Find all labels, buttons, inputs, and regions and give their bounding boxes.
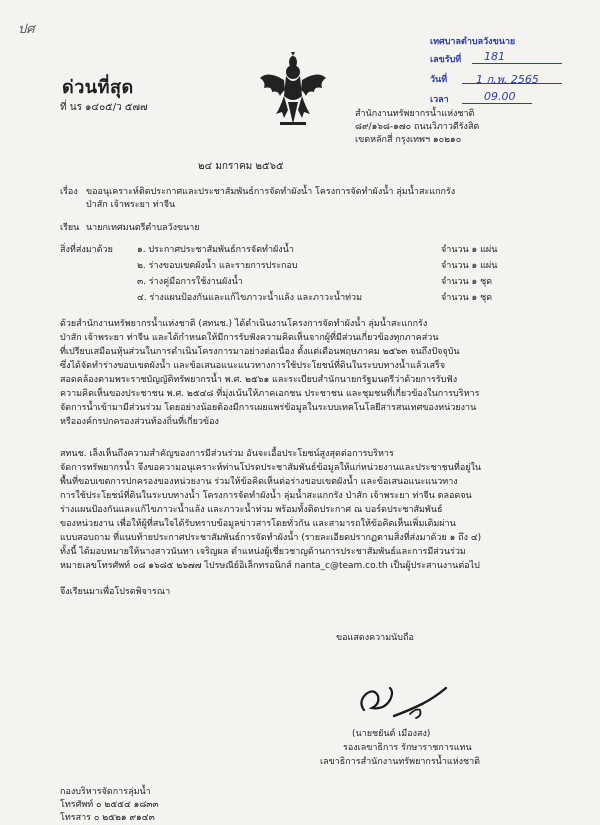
subject-label: เรื่อง xyxy=(60,187,78,197)
enclosure-item: ๔. ร่างแผนป้องกันและแก้ไขภาวะน้ำแล้ง และภาวะน้ำท่วม xyxy=(137,293,363,303)
subject-line: ป่าสัก เจ้าพระยา ท่าจีน xyxy=(86,200,176,210)
handwritten-signature-icon xyxy=(350,680,460,725)
enclosure-item: ๓. ร่างคู่มือการใช้งานผังน้ำ xyxy=(137,277,243,287)
signer-name: (นายชยันต์ เมืองสง) xyxy=(352,729,431,739)
stamp-time-label: เวลา xyxy=(430,95,449,105)
body-paragraph-line: ที่เปรียบเสมือนหุ้นส่วนในการดำเนินโครงการมาอย่างต่อเนื่อง ตั้งแต่เดือนพฤษภาคม ๒๕๖๓ จนถึงปัจจุบัน xyxy=(60,347,460,357)
body-paragraph-line: ป่าสัก เจ้าพระยา ท่าจีน และได้กำหนดให้มีการรับฟังความคิดเห็นจากผู้ที่มีส่วนเกี่ยวข้องทุกภาคส่วน xyxy=(60,333,439,343)
enclosures-label: สิ่งที่ส่งมาด้วย xyxy=(60,245,113,255)
stamp-received-no-label: เลขรับที่ xyxy=(430,55,462,65)
body-paragraph-line: ทั้งนี้ ได้มอบหมายให้นางสาวนันทา เจริญผล ตำแหน่งผู้เชี่ยวชาญด้านการประชาสัมพันธ์และการมีส่วนร่วม xyxy=(60,547,466,557)
body-paragraph-line: ด้วยสำนักงานทรัพยากรน้ำแห่งชาติ (สทนช.) ได้ดำเนินงานโครงการจัดทำผังน้ำ ลุ่มน้ำสะแกกรัง xyxy=(60,319,428,329)
document-number: ที่ นร ๑๔๐๕/ว ๕๗๗ xyxy=(60,102,148,113)
body-paragraph-line: หรือองค์กรปกครองส่วนท้องถิ่นที่เกี่ยวข้อง xyxy=(60,417,219,427)
body-paragraph-line: ซึ่งได้จัดทำร่างขอบเขตผังน้ำ และข้อเสนอแนะแนวทางการใช้ประโยชน์ที่ดินในระบบทางน้ำแล้วเสร็จ xyxy=(60,361,446,371)
body-paragraph-line: การใช้ประโยชน์ที่ดินในระบบทางน้ำ โครงการจัดทำผังน้ำ ลุ่มน้ำสะแกกรัง ป่าสัก เจ้าพระยา ท่าจีน ตลอดจน xyxy=(60,491,472,501)
urgency-label: ด่วนที่สุด xyxy=(62,77,134,98)
marginal-handwritten-note: ปศ xyxy=(18,22,35,37)
footer-division: กองบริหารจัดการลุ่มน้ำ xyxy=(60,787,151,797)
stamp-time: 09.00 xyxy=(484,90,516,103)
footer-phone: โทรศัพท์ ๐ ๒๕๕๔ ๑๘๓๓ xyxy=(60,800,159,810)
body-paragraph-line: แบบสอบถาม ที่แนบท้ายประกาศประชาสัมพันธ์การจัดทำผังน้ำ (รายละเอียดปรากฏตามสิ่งที่ส่งมาด้วย ๑ ถึง ๔) xyxy=(60,533,482,543)
body-paragraph-line: สทนช. เล็งเห็นถึงความสำคัญของการมีส่วนร่วม อันจะเอื้อประโยชน์สูงสุดต่อการบริหาร xyxy=(60,449,394,459)
body-paragraph-line: จัดการทรัพยากรน้ำ จึงขอความอนุเคราะห์ท่านโปรดประชาสัมพันธ์ข้อมูลให้แก่หน่วยงานและประชาชนที่อยู่ใน xyxy=(60,463,482,473)
enclosure-item: ๒. ร่างขอบเขตผังน้ำ และรายการประกอบ xyxy=(137,261,298,271)
body-paragraph-line: สอดคล้องตามพระราชบัญญัติทรัพยากรน้ำ พ.ศ. ๒๕๖๑ และระเบียบสำนักนายกรัฐมนตรีว่าด้วยการรับฟัง xyxy=(60,375,458,385)
signer-title: เลขาธิการสำนักงานทรัพยากรน้ำแห่งชาติ xyxy=(320,757,481,767)
closing-line: ขอแสดงความนับถือ xyxy=(336,633,414,643)
request-line: จึงเรียนมาเพื่อโปรดพิจารณา xyxy=(60,587,171,597)
body-paragraph-line: ความคิดเห็นของประชาชน พ.ศ. ๒๕๔๘ ที่มุ่งเน้นให้ภาคเอกชน ประชาชน และชุมชนที่เกี่ยวข้องในการบริหาร xyxy=(60,389,480,399)
stamp-org: เทศบาลตำบลวังขนาย xyxy=(430,37,516,47)
enclosure-qty: จำนวน ๑ ชุด xyxy=(441,277,493,287)
garuda-emblem-icon xyxy=(258,52,328,128)
body-paragraph-line: จัดการน้ำเข้ามามีส่วนร่วม โดยอย่างน้อยต้องมีการเผยแพร่ข้อมูลในระบบเทคโนโลยีสารสนเทศของหน่วยงาน xyxy=(60,403,477,413)
body-paragraph-line: พื้นที่ขอบเขตการปกครองของหน่วยงาน ร่วมให้ข้อคิดเห็นต่อร่างขอบเขตผังน้ำ และข้อเสนอแนะแนวทาง xyxy=(60,477,458,487)
stamp-underline xyxy=(462,83,562,84)
enclosure-item: ๑. ประกาศประชาสัมพันธ์การจัดทำผังน้ำ xyxy=(137,245,294,255)
footer-fax: โทรสาร ๐ ๒๕๒๑ ๙๑๔๓ xyxy=(60,813,155,823)
body-paragraph-line: หมายเลขโทรศัพท์ ๐๘ ๑๖๘๕ ๒๖๗๗ ไปรษณีย์อิเล็กทรอนิกส์ nanta_c@team.co.th เป็นผู้ประสานงานต่อไป xyxy=(60,561,480,571)
signer-title: รองเลขาธิการ รักษาราชการแทน xyxy=(343,743,472,753)
enclosure-qty: จำนวน ๑ แผ่น xyxy=(441,245,498,255)
salutation: นายกเทศมนตรีตำบลวังขนาย xyxy=(86,223,200,233)
stamp-underline xyxy=(472,63,562,64)
subject-line: ขออนุเคราะห์ติดประกาศและประชาสัมพันธ์การจัดทำผังน้ำ โครงการจัดทำผังน้ำ ลุ่มน้ำสะแกกรัง xyxy=(86,187,456,197)
salutation-label: เรียน xyxy=(60,223,80,233)
enclosure-qty: จำนวน ๑ ชุด xyxy=(441,293,493,303)
sender-address-line: ๘๙/๑๖๘-๑๗๐ ถนนวิภาวดีรังสิต xyxy=(355,122,480,132)
sender-address-line: สำนักงานทรัพยากรน้ำแห่งชาติ xyxy=(355,109,475,119)
sender-address-line: เขตหลักสี่ กรุงเทพฯ ๑๐๒๑๐ xyxy=(355,135,462,145)
stamp-date: 1 ก.พ. 2565 xyxy=(476,73,539,86)
letter-date: ๒๔ มกราคม ๒๕๖๕ xyxy=(198,161,284,172)
stamp-date-label: วันที่ xyxy=(430,75,448,85)
stamp-received-no: 181 xyxy=(484,50,505,63)
stamp-underline xyxy=(462,103,532,104)
receipt-stamp xyxy=(424,30,574,120)
body-paragraph-line: ร่างแผนป้องกันและแก้ไขภาวะน้ำแล้ง และภาวะน้ำท่วม พร้อมทั้งติดประกาศ ณ บอร์ดประชาสัมพันธ์ xyxy=(60,505,443,515)
body-paragraph-line: ของหน่วยงาน เพื่อให้ผู้ที่สนใจได้รับทราบข้อมูลข่าวสารโดยทั่วกัน และสามารถให้ข้อคิดเห็นเพิ่มเติมผ่าน xyxy=(60,519,456,529)
enclosure-qty: จำนวน ๑ แผ่น xyxy=(441,261,498,271)
